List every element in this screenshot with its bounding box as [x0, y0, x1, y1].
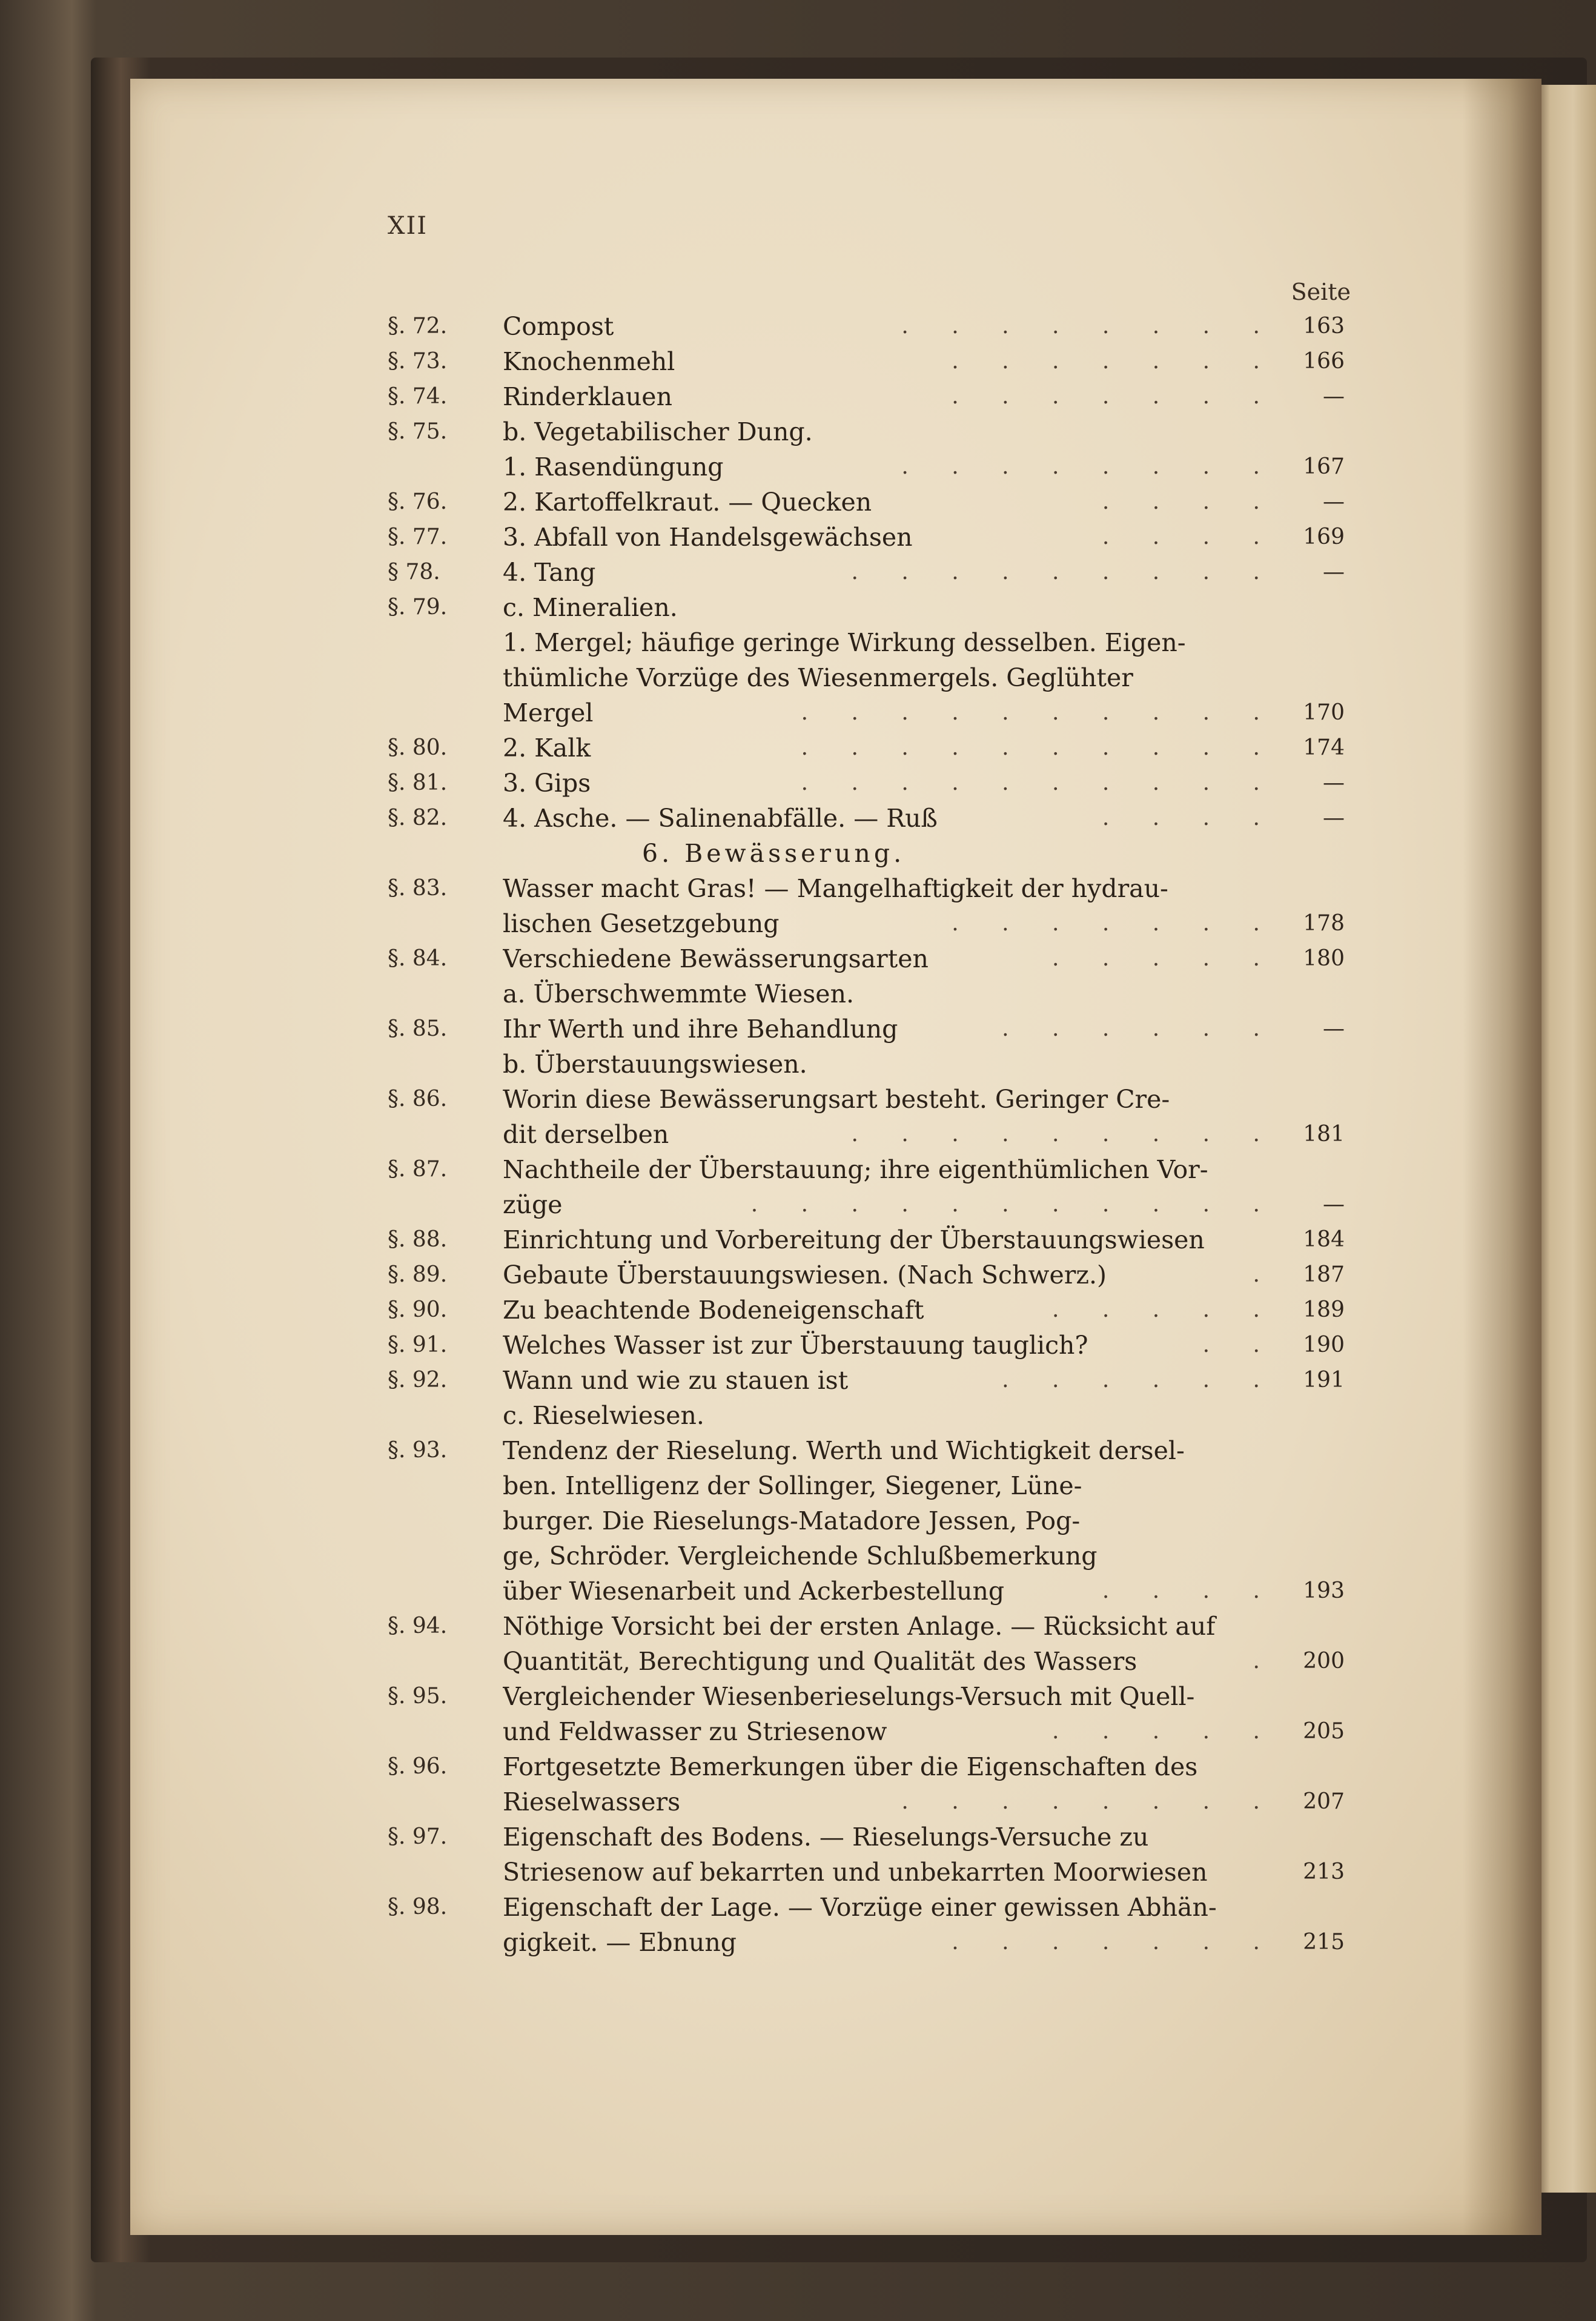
- toc-entry: [388, 1187, 1345, 1222]
- page-reference: —: [1323, 770, 1345, 795]
- toc-entry: [388, 1398, 1345, 1433]
- section-number: §. 87.: [388, 1157, 448, 1182]
- toc-entry: [388, 1749, 1345, 1784]
- toc-entry: [388, 1819, 1345, 1855]
- dot-leader: . . . . . . . .: [901, 454, 1278, 479]
- section-number: §. 89.: [388, 1262, 448, 1287]
- toc-entry: [388, 1679, 1345, 1714]
- page-reference: 184: [1303, 1227, 1345, 1252]
- toc-entry: [388, 695, 1345, 730]
- page-reference: 205: [1303, 1719, 1345, 1744]
- entry-title: 3. Gips: [503, 769, 591, 798]
- toc-entry: [388, 1925, 1345, 1960]
- entry-title: lischen Gesetzgebung: [503, 909, 780, 938]
- page-reference: 163: [1303, 314, 1345, 339]
- section-number: §. 74.: [388, 384, 448, 409]
- dot-leader: . . . .: [1102, 806, 1278, 830]
- page-reference: 170: [1303, 700, 1345, 725]
- page-reference: 169: [1303, 525, 1345, 549]
- dot-leader: . . . . .: [1052, 1297, 1278, 1322]
- page-reference: —: [1323, 806, 1345, 830]
- section-number: §. 76.: [388, 489, 448, 514]
- dot-leader: . . . . . . . . . .: [801, 770, 1278, 795]
- page-reference: 167: [1303, 454, 1345, 479]
- toc-entry: [388, 1609, 1345, 1644]
- entry-title: 1. Rasendüngung: [503, 452, 724, 482]
- toc-entry: [388, 1047, 1345, 1082]
- dot-leader: . . . . . . .: [952, 911, 1278, 936]
- page-reference: 181: [1303, 1122, 1345, 1147]
- page-reference: —: [1323, 1192, 1345, 1217]
- toc-entry: [388, 1890, 1345, 1925]
- entry-title: Ihr Werth und ihre Behandlung: [503, 1015, 898, 1044]
- entry-title: 3. Abfall von Handelsgewächsen: [503, 523, 913, 552]
- toc-entry: [388, 590, 1345, 625]
- toc-entry: [388, 1363, 1345, 1398]
- entry-title: Einrichtung und Vorbereitung der Überstauungswiesen: [503, 1225, 1205, 1254]
- toc-entry: [388, 1328, 1345, 1363]
- dot-leader: . . . . . . . . .: [851, 560, 1278, 584]
- toc-entry: [388, 906, 1345, 941]
- entry-title: Nöthige Vorsicht bei der ersten Anlage. — Rücksicht auf: [503, 1612, 1216, 1641]
- toc-entry: [388, 1855, 1345, 1890]
- facing-page-edge: [1538, 85, 1596, 2193]
- entry-title: Welches Wasser ist zur Überstauung tauglich?: [503, 1331, 1088, 1360]
- entry-title: Zu beachtende Bodeneigenschaft: [503, 1296, 924, 1325]
- entry-title: Rieselwassers: [503, 1787, 681, 1816]
- dot-leader: . . . . . . . .: [901, 1789, 1278, 1814]
- toc-entry: [388, 520, 1345, 555]
- entry-title: über Wiesenarbeit und Ackerbestellung: [503, 1577, 1005, 1606]
- section-number: §. 90.: [388, 1297, 448, 1322]
- entry-title: Wann und wie zu stauen ist: [503, 1366, 849, 1395]
- toc-entry: [388, 449, 1345, 485]
- entry-title: Wasser macht Gras! — Mangelhaftigkeit der hydrau-: [503, 874, 1168, 903]
- section-number: §. 72.: [388, 314, 448, 339]
- entry-title: 4. Tang: [503, 558, 596, 587]
- toc-entry: [388, 1293, 1345, 1328]
- section-number: §. 85.: [388, 1016, 448, 1041]
- toc-entry: [388, 801, 1345, 836]
- toc-entry: [388, 766, 1345, 801]
- section-number: §. 75.: [388, 419, 448, 444]
- section-number: §. 91.: [388, 1333, 448, 1357]
- toc-entry: [388, 309, 1345, 344]
- entry-title: Gebaute Überstauungswiesen. (Nach Schwerz.): [503, 1260, 1107, 1290]
- section-number: §. 88.: [388, 1227, 448, 1252]
- section-number: §. 79.: [388, 595, 448, 620]
- page-reference: 200: [1303, 1649, 1345, 1674]
- dot-leader: .: [1253, 1649, 1278, 1674]
- page-reference: 189: [1303, 1297, 1345, 1322]
- page-reference: 190: [1303, 1333, 1345, 1357]
- page-reference: 187: [1303, 1262, 1345, 1287]
- section-number: §. 93.: [388, 1438, 448, 1463]
- entry-title: c. Rieselwiesen.: [503, 1401, 704, 1430]
- entry-title: c. Mineralien.: [503, 593, 678, 622]
- dot-leader: . . . .: [1102, 525, 1278, 549]
- entry-title: ge, Schröder. Vergleichende Schlußbemerkung: [503, 1541, 1098, 1571]
- toc-entry: [388, 1257, 1345, 1293]
- page-reference: 178: [1303, 911, 1345, 936]
- section-number: §. 94.: [388, 1614, 448, 1638]
- page-reference: 213: [1303, 1859, 1345, 1884]
- toc-entry: [388, 660, 1345, 695]
- section-number: §. 96.: [388, 1754, 448, 1779]
- entry-title: Fortgesetzte Bemerkungen über die Eigenschaften des: [503, 1752, 1198, 1781]
- toc-entry: [388, 1784, 1345, 1819]
- toc-entry: [388, 1468, 1345, 1503]
- section-number: §. 95.: [388, 1684, 448, 1709]
- toc-entry: [388, 1012, 1345, 1047]
- section-number: §. 73.: [388, 349, 448, 374]
- section-heading: 6. Bewässerung.: [642, 839, 906, 868]
- toc-entry: [388, 555, 1345, 590]
- entry-title: Vergleichender Wiesenberieselungs-Versuch mit Quell-: [503, 1682, 1195, 1711]
- entry-title: 2. Kartoffelkraut. — Quecken: [503, 488, 872, 517]
- section-number: §. 98.: [388, 1895, 448, 1919]
- page-reference: 166: [1303, 349, 1345, 374]
- entry-title: Nachtheile der Überstauung; ihre eigenthümlichen Vor-: [503, 1155, 1208, 1184]
- entry-title: Worin diese Bewässerungsart besteht. Geringer Cre-: [503, 1085, 1170, 1114]
- dot-leader: . . . .: [1102, 489, 1278, 514]
- toc-entry: [388, 1117, 1345, 1152]
- dot-leader: . . . . . . .: [952, 1930, 1278, 1955]
- dot-leader: . . . . .: [1052, 1719, 1278, 1744]
- toc-entry: [388, 871, 1345, 906]
- toc-entry: [388, 730, 1345, 766]
- page-gutter-shadow: [1463, 79, 1541, 2235]
- page-reference: —: [1323, 384, 1345, 409]
- page-reference: 191: [1303, 1368, 1345, 1392]
- entry-title: a. Überschwemmte Wiesen.: [503, 979, 855, 1008]
- entry-title: und Feldwasser zu Striesenow: [503, 1717, 887, 1746]
- toc-entry: [388, 1082, 1345, 1117]
- dot-leader: . . . . . . . . . .: [801, 735, 1278, 760]
- entry-title: thümliche Vorzüge des Wiesenmergels. Geglühter: [503, 663, 1133, 692]
- dot-leader: . . . . . . . .: [901, 314, 1278, 339]
- entry-title: ben. Intelligenz der Sollinger, Siegener, Lüne-: [503, 1471, 1082, 1500]
- dot-leader: . . . . . .: [1002, 1016, 1278, 1041]
- page-reference: —: [1323, 1016, 1345, 1041]
- entry-title: Compost: [503, 312, 614, 341]
- dot-leader: . . . . . .: [1002, 1368, 1278, 1392]
- toc-entry: [388, 941, 1345, 976]
- entry-title: Quantität, Berechtigung und Qualität des Wassers: [503, 1647, 1137, 1676]
- toc-entry: [388, 1152, 1345, 1187]
- toc-entry: [388, 1644, 1345, 1679]
- toc-entry: [388, 1222, 1345, 1257]
- table-of-contents: [388, 309, 1345, 1960]
- entry-title: b. Vegetabilischer Dung.: [503, 417, 813, 446]
- entry-title: Eigenschaft der Lage. — Vorzüge einer gewissen Abhän-: [503, 1893, 1217, 1922]
- dot-leader: . .: [1202, 1333, 1278, 1357]
- entry-title: 2. Kalk: [503, 733, 591, 763]
- entry-title: Knochenmehl: [503, 347, 675, 376]
- dot-leader: .: [1253, 1262, 1278, 1287]
- section-number: §. 77.: [388, 525, 448, 549]
- seite-column-label: Seite: [1291, 279, 1351, 305]
- section-number: §. 84.: [388, 946, 448, 971]
- toc-entry: [388, 485, 1345, 520]
- section-number: §. 83.: [388, 876, 448, 901]
- entry-title: Tendenz der Rieselung. Werth und Wichtigkeit dersel-: [503, 1436, 1185, 1465]
- page-number: XII: [388, 212, 428, 240]
- dot-leader: . . . . . . . . . . .: [750, 1192, 1278, 1217]
- toc-entry: [388, 379, 1345, 414]
- entry-title: Eigenschaft des Bodens. — Rieselungs-Versuche zu: [503, 1823, 1149, 1852]
- entry-title: Mergel: [503, 698, 594, 727]
- entry-title: burger. Die Rieselungs-Matadore Jessen, Pog-: [503, 1506, 1081, 1535]
- section-number: §. 80.: [388, 735, 448, 760]
- entry-title: Verschiedene Bewässerungsarten: [503, 944, 929, 973]
- entry-title: b. Überstauungswiesen.: [503, 1050, 807, 1079]
- toc-entry: [388, 1503, 1345, 1538]
- section-number: §. 92.: [388, 1368, 448, 1392]
- dot-leader: . . . . . . .: [952, 349, 1278, 374]
- dot-leader: . . . . .: [1052, 946, 1278, 971]
- page-reference: —: [1323, 560, 1345, 584]
- page-reference: —: [1323, 489, 1345, 514]
- page-reference: 180: [1303, 946, 1345, 971]
- section-number: §. 82.: [388, 806, 448, 830]
- page-reference: 207: [1303, 1789, 1345, 1814]
- section-number: §. 81.: [388, 770, 448, 795]
- section-number: § 78.: [388, 560, 440, 584]
- entry-title: Rinderklauen: [503, 382, 672, 411]
- toc-entry: [388, 414, 1345, 449]
- toc-entry: [388, 625, 1345, 660]
- dot-leader: . . . .: [1102, 1578, 1278, 1603]
- dot-leader: . . . . . . .: [952, 384, 1278, 409]
- section-number: §. 86.: [388, 1087, 448, 1111]
- toc-entry: [388, 976, 1345, 1012]
- entry-title: 4. Asche. — Salinenabfälle. — Ruß: [503, 804, 938, 833]
- toc-entry: [388, 1714, 1345, 1749]
- section-number: §. 97.: [388, 1824, 448, 1849]
- entry-title: dit derselben: [503, 1120, 669, 1149]
- toc-entry: [388, 344, 1345, 379]
- dot-leader: . . . . . . . . .: [851, 1122, 1278, 1147]
- toc-entry: [388, 836, 1345, 871]
- page-reference: 174: [1303, 735, 1345, 760]
- entry-title: züge: [503, 1190, 563, 1219]
- toc-entry: [388, 1433, 1345, 1468]
- page-reference: 215: [1303, 1930, 1345, 1955]
- toc-entry: [388, 1538, 1345, 1574]
- entry-title: 1. Mergel; häufige geringe Wirkung desselben. Eigen-: [503, 628, 1186, 657]
- page-reference: 193: [1303, 1578, 1345, 1603]
- entry-title: gigkeit. — Ebnung: [503, 1928, 737, 1957]
- toc-entry: [388, 1574, 1345, 1609]
- dot-leader: . . . . . . . . . .: [801, 700, 1278, 725]
- entry-title: Striesenow auf bekarrten und unbekarrten Moorwiesen: [503, 1858, 1208, 1887]
